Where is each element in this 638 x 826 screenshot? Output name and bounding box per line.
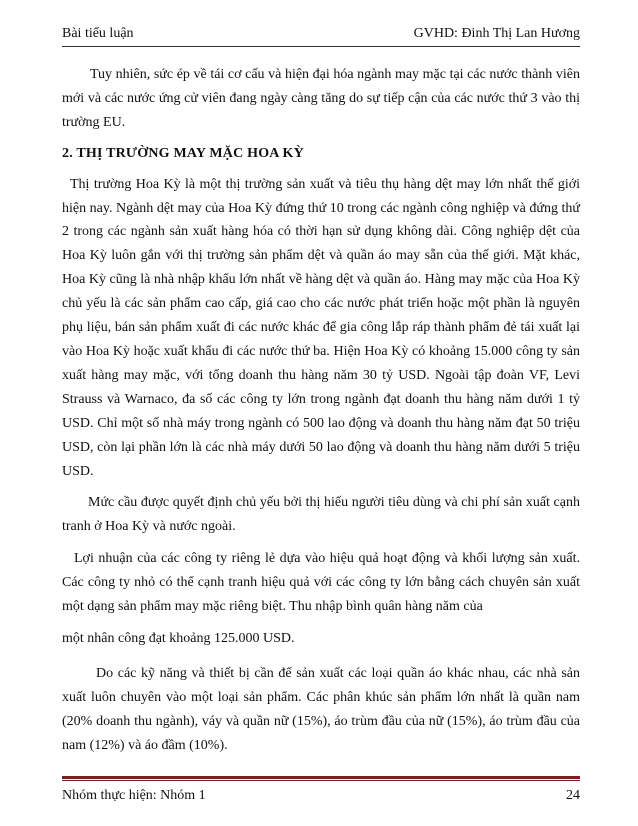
paragraph-1: Tuy nhiên, sức ép về tái cơ cấu và hiện đại hóa ngành may mặc tại các nước thành viên mới và các nước ứng cử viên đang ngày càng tăng do sự tiếp cận của các nước thứ 3 vào thị trường EU.	[62, 67, 580, 130]
paragraph-5: Do các kỹ năng và thiết bị cần để sản xuất các loại quần áo khác nhau, các nhà sản xuất luôn chuyên vào một loại sản phẩm. Các phân khúc sản phẩm lớn nhất là quần nam (20% doanh thu ngành), váy và quần nữ (15%), áo trùm đầu của nữ (15%), áo trùm đầu của nam (12%) và áo đầm (10%).	[62, 665, 580, 753]
page-header	[62, 24, 580, 44]
header-right-text: GVHD: Đinh Thị Lan Hương	[413, 26, 580, 41]
section-heading: 2. THỊ TRƯỜNG MAY MẶC HOA KỲ	[62, 145, 304, 161]
header-rule	[62, 46, 580, 47]
footer-rule	[62, 776, 580, 779]
page-number: 24	[566, 788, 580, 803]
footer-left-text: Nhóm thực hiện: Nhóm 1	[62, 788, 206, 803]
paragraph-4: Lợi nhuận của các công ty riêng lẻ dựa vào hiệu quả hoạt động và khối lượng sản xuất. Các công ty nhỏ có thể cạnh tranh hiệu quả với các công ty lớn bằng cách chuyên sản xuất một dạng sản phẩm may mặc riêng biệt. Thu nhập bình quân hàng năm của	[62, 551, 580, 615]
footer-rule-thin	[62, 780, 580, 781]
header-left-text: Bài tiểu luận	[62, 26, 134, 41]
document-body	[62, 63, 580, 757]
paragraph-4-continued: một nhân công đạt khoảng 125.000 USD.	[62, 630, 295, 646]
paragraph-2: Thị trường Hoa Kỳ là một thị trường sản xuất và tiêu thụ hàng dệt may lớn nhất thế giới hiện nay. Ngành dệt may của Hoa Kỳ đứng thứ 10 trong các ngành công nghiệp và đứng thứ 2 trong các ngành sản xuất hàng hóa có thời hạn sử dụng không dài. Công nghiệp dệt của Hoa Kỳ luôn gắn với thị trường sản phẩm dệt và quần áo may sẵn của thế giới. Mặt khác, Hoa Kỳ cũng là nhà nhập khẩu lớn nhất về hàng dệt và quần áo. Hàng may mặc của Hoa Kỳ chủ yếu là các sản phẩm cao cấp, giá cao cho các nước phát triển hoặc một phần là nguyên phụ liệu, bán sản phẩm xuất đi các nước khác để gia công lắp ráp thành phẩm đẻ tái xuất lại vào Hoa Kỳ hoặc xuất khẩu đi các nước thứ ba. Hiện Hoa Kỳ có khoảng 15.000 công ty sản xuất hàng may mặc, với tổng doanh thu hàng năm 30 tỷ USD. Ngoài tập đoàn VF, Levi Strauss và Warnaco, đa số các công ty lớn trong ngành đạt doanh thu hàng năm dưới 1 tỷ USD. Chỉ một số nhà máy trong ngành có 500 lao động và doanh thu hàng năm đạt 50 triệu USD, còn lại phần lớn là các nhà máy dưới 50 lao động và doanh thu hàng năm dưới 5 triệu USD.	[62, 176, 580, 479]
page-footer	[62, 786, 580, 806]
paragraph-3: Mức cầu được quyết định chủ yếu bởi thị hiếu người tiêu dùng và chi phí sản xuất cạnh tranh ở Hoa Kỳ và nước ngoài.	[62, 495, 580, 535]
